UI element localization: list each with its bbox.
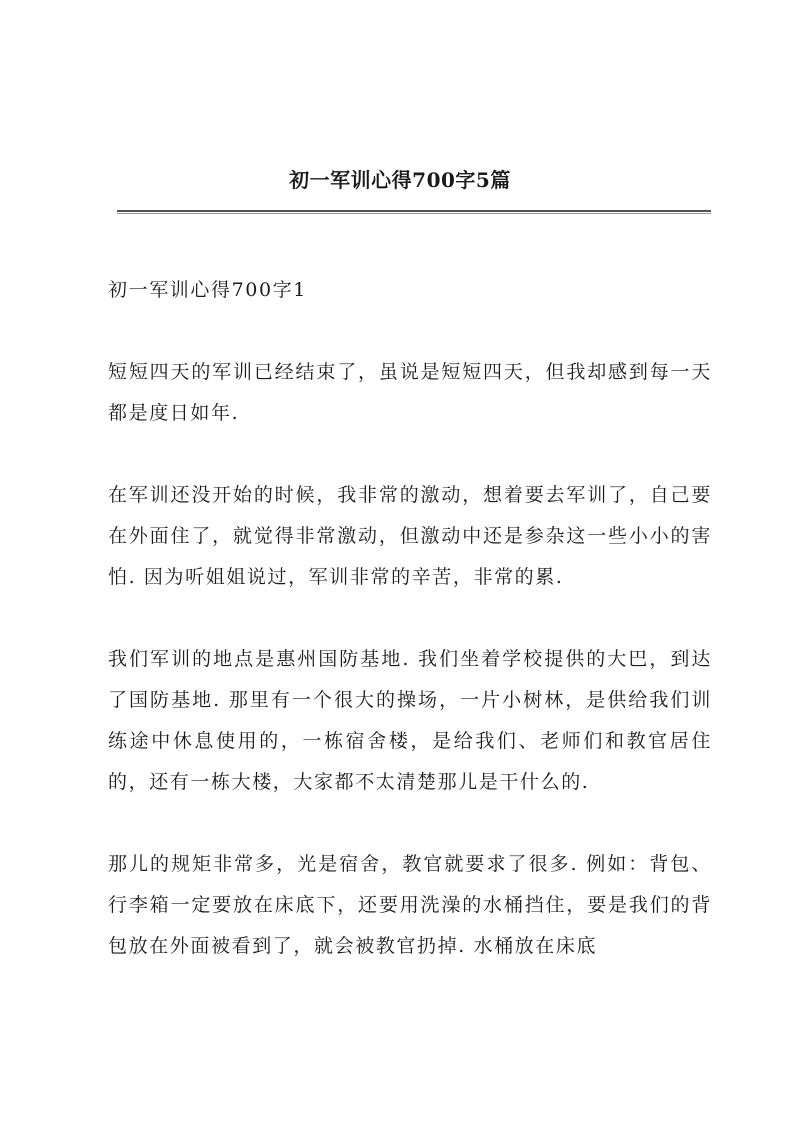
section-heading: 初一军训心得700字1 — [108, 279, 307, 301]
paragraph-3: 我们军训的地点是惠州国防基地. 我们坐着学校提供的大巴，到达了国防基地. 那里有一个很大的操场，一片小树林，是供给我们训练途中休息使用的，一栋宿舍楼，是给我们、老师们和教官居住的，还有一栋大楼，大家都不太清楚那儿是干什么的. — [108, 648, 712, 793]
paragraph-4: 那儿的规矩非常多，光是宿舍，教官就要求了很多. 例如：背包、行李箱一定要放在床底下，还要用洗澡的水桶挡住，要是我们的背包放在外面被看到了，就会被教官扔掉. 水桶放在床底 — [108, 853, 712, 957]
paragraph-1: 短短四天的军训已经结束了，虽说是短短四天，但我却感到每一天都是度日如年. — [108, 361, 712, 424]
paragraph-2: 在军训还没开始的时候，我非常的激动，想着要去军训了，自己要在外面住了，就觉得非常激动，但激动中还是参杂这一些小小的害怕. 因为听姐姐说过，军训非常的辛苦，非常的累. — [108, 484, 712, 588]
document-body — [108, 270, 712, 1008]
document-title: 初一军训心得700字5篇 — [289, 168, 511, 192]
title-divider — [117, 210, 711, 214]
